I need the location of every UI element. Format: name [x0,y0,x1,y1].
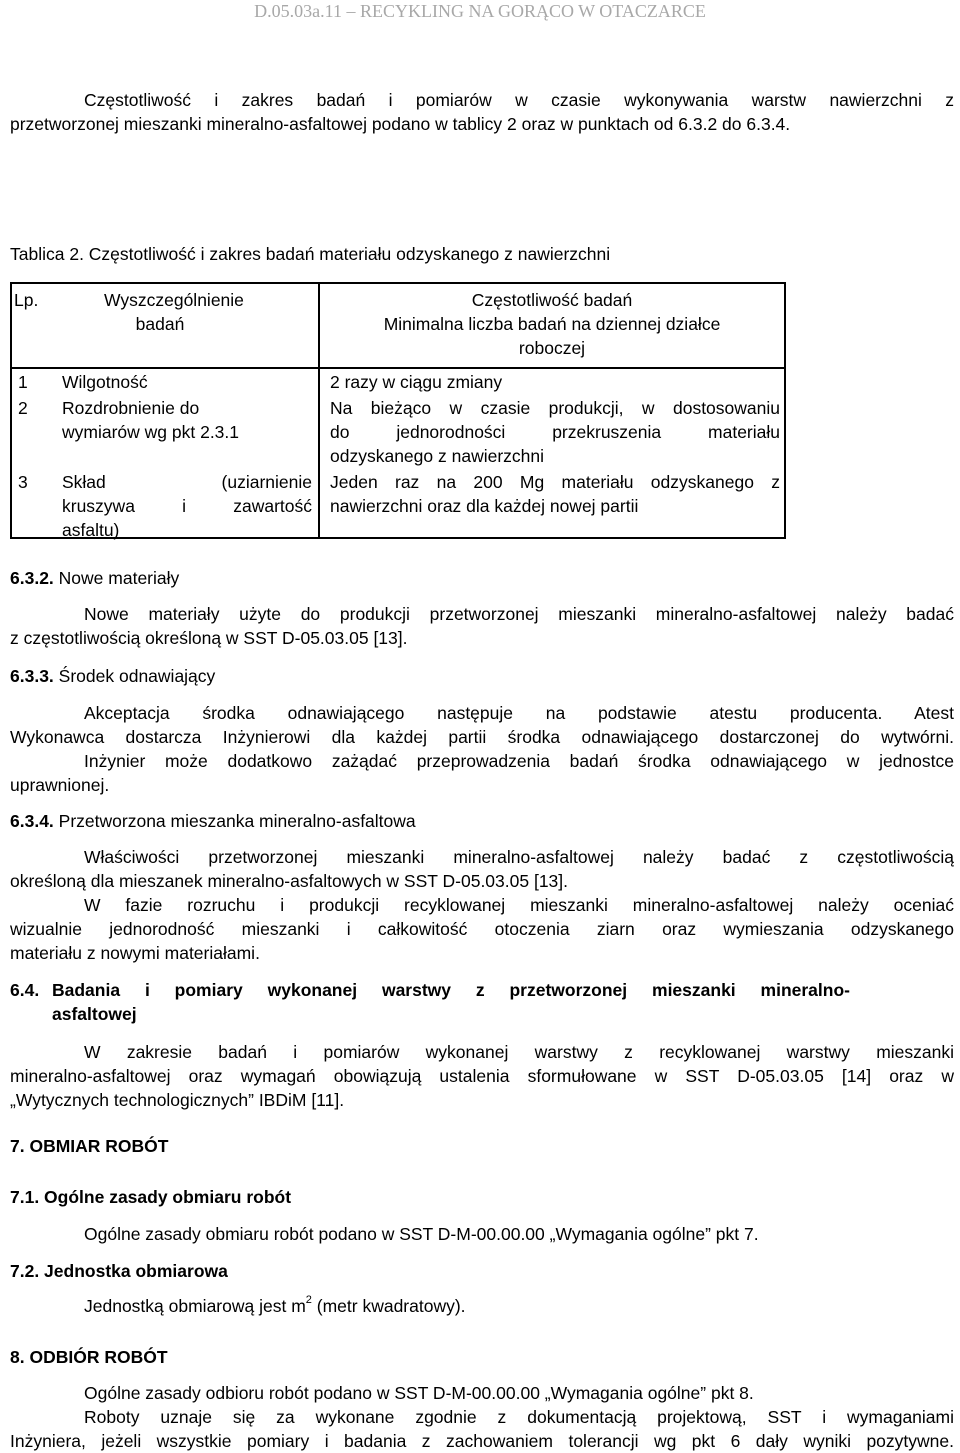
paragraph-line: z częstotliwością określoną w SST D-05.03.05 [13]. [10,628,408,648]
table-head-freq-2: Minimalna liczba badań na dziennej działce [383,314,721,334]
table-header-divider [12,367,784,369]
section-8-heading: 8. ODBIÓR ROBÓT [10,1347,168,1367]
paragraph-line: W zakresie badań i pomiarów wykonanej warstwy z recyklowanej warstwy mieszanki [84,1042,954,1062]
section-title: Przetworzona mieszanka mineralno-asfaltowa [58,811,416,831]
section-7-2-heading: 7.2. Jednostka obmiarowa [10,1261,228,1281]
table-row-1-lp: 1 [18,372,28,392]
table-head-freq-3: roboczej [518,338,586,358]
paragraph-line: Inżyniera, jeżeli wszystkie pomiary i badania z zachowaniem tolerancji wg pkt 6 dały wyniki pozytywne. [10,1431,954,1451]
table-row-3-spec-2: kruszywa i zawartość [62,496,312,516]
section-7-2-body [84,1294,466,1318]
section-7-1-heading: 7.1. Ogólne zasady obmiaru robót [10,1187,292,1207]
unit-text-rest: (metr kwadratowy). [311,1296,466,1316]
section-title: Nowe materiały [58,568,180,588]
section-6-3-2-heading [10,566,179,590]
paragraph-line: wizualnie jednorodność mieszanki i całkowitość otoczenia ziarn oraz wymieszania odzyskanego [10,919,954,939]
paragraph-line: Ogólne zasady odbioru robót podano w SST D-M-00.00.00 „Wymagania ogólne” pkt 8. [84,1383,754,1403]
table-row-1-freq: 2 razy w ciągu zmiany [330,372,503,392]
table-caption: Tablica 2. Częstotliwość i zakres badań materiału odzyskanego z nawierzchni [10,244,611,264]
intro-line-2: przetworzonej mieszanki mineralno-asfaltowej podano w tablicy 2 oraz w punktach od 6.3.2 do 6.3.4. [10,114,791,134]
table-row-2-spec-2: wymiarów wg pkt 2.3.1 [62,422,240,442]
paragraph-line: określoną dla mieszanek mineralno-asfaltowych w SST D-05.03.05 [13]. [10,871,569,891]
table-row-2-freq-1: Na bieżąco w czasie produkcji, w dostosowaniu [330,398,780,418]
section-title-continued: asfaltowej [52,1004,137,1024]
section-6-3-2-body [10,602,954,650]
section-number: 6.3.3. [10,666,54,686]
paragraph-line: Wykonawca dostarcza Inżynierowi dla każdej partii środka odnawiającego dostarczonej do wytwórni. [10,727,954,747]
section-6-3-4-body [10,845,954,965]
table-row-3-spec-3: asfaltu) [62,520,120,540]
section-7-heading: 7. OBMIAR ROBÓT [10,1136,169,1156]
paragraph-line: mineralno-asfaltowej oraz wymagań obowiązują ustalenia sformułowane w SST D-05.03.05 [14] oraz w [10,1066,954,1086]
table-row-3-freq-2: nawierzchni oraz dla każdej nowej partii [330,496,639,516]
section-6-4-heading [10,978,954,1026]
table-row-2-freq-2: do jednorodności przekruszenia materiału [330,422,780,442]
section-6-3-3-body [10,701,954,797]
paragraph-line: Nowe materiały użyte do produkcji przetworzonej mieszanki mineralno-asfaltowej należy badać [84,604,954,624]
section-6-4-body [10,1040,954,1112]
paragraph-line: materiału z nowymi materiałami. [10,943,260,963]
unit-text: Jednostką obmiarową jest m [84,1296,306,1316]
unit-superscript: 2 [305,1294,312,1306]
paragraph-line: Akceptacja środka odnawiającego następuje na podstawie atestu producenta. Atest [84,703,954,723]
paragraph-line: uprawnionej. [10,775,110,795]
section-number: 6.3.4. [10,811,54,831]
table-head-spec-1: Wyszczególnienie [104,290,244,310]
section-6-3-4-heading [10,809,416,833]
section-7-1-body: Ogólne zasady obmiaru robót podano w SST D-M-00.00.00 „Wymagania ogólne” pkt 7. [84,1224,759,1244]
paragraph-line: Roboty uznaje się za wykonane zgodnie z dokumentacją projektową, SST i wymaganiami [84,1407,954,1427]
section-8-body [10,1381,954,1453]
table-row-3-lp: 3 [18,472,28,492]
table-head-freq-1: Częstotliwość badań [471,290,633,310]
section-title: Środek odnawiający [58,666,216,686]
table-head-lp: Lp. [14,290,39,310]
table-row-3-spec-1: Skład (uziarnienie [62,472,312,492]
intro-paragraph [10,88,954,136]
table-column-divider [318,284,320,537]
section-6-3-3-heading [10,664,215,688]
paragraph-line: W fazie rozruchu i produkcji recyklowanej mieszanki mineralno-asfaltowej należy oceniać [84,895,954,915]
table-row-2-freq-3: odzyskanego z nawierzchni [330,446,545,466]
paragraph-line: Właściwości przetworzonej mieszanki mineralno-asfaltowej należy badać z częstotliwością [84,847,954,867]
section-number: 6.3.2. [10,568,54,588]
table-row-1-spec: Wilgotność [62,372,148,392]
table-row-3-freq-1: Jeden raz na 200 Mg materiału odzyskanego z [330,472,780,492]
frequency-table [10,282,786,539]
heading-line [10,978,954,1002]
paragraph-line: Inżynier może dodatkowo zażądać przeprowadzenia badań środka odnawiającego w jednostce [84,751,954,771]
table-head-spec-2: badań [135,314,185,334]
section-number: 6.4. [10,980,40,1000]
page-header: D.05.03a.11 – RECYKLING NA GORĄCO W OTACZARCE [254,1,706,21]
paragraph-line: „Wytycznych technologicznych” IBDiM [11]. [10,1090,345,1110]
intro-line-1: Częstotliwość i zakres badań i pomiarów w czasie wykonywania warstw nawierzchni z [84,90,954,110]
table-row-2-spec-1: Rozdrobnienie do [62,398,200,418]
table-row-2-lp: 2 [18,398,28,418]
section-title: Badania i pomiary wykonanej warstwy z przetworzonej mieszanki mineralno- [52,980,850,1000]
